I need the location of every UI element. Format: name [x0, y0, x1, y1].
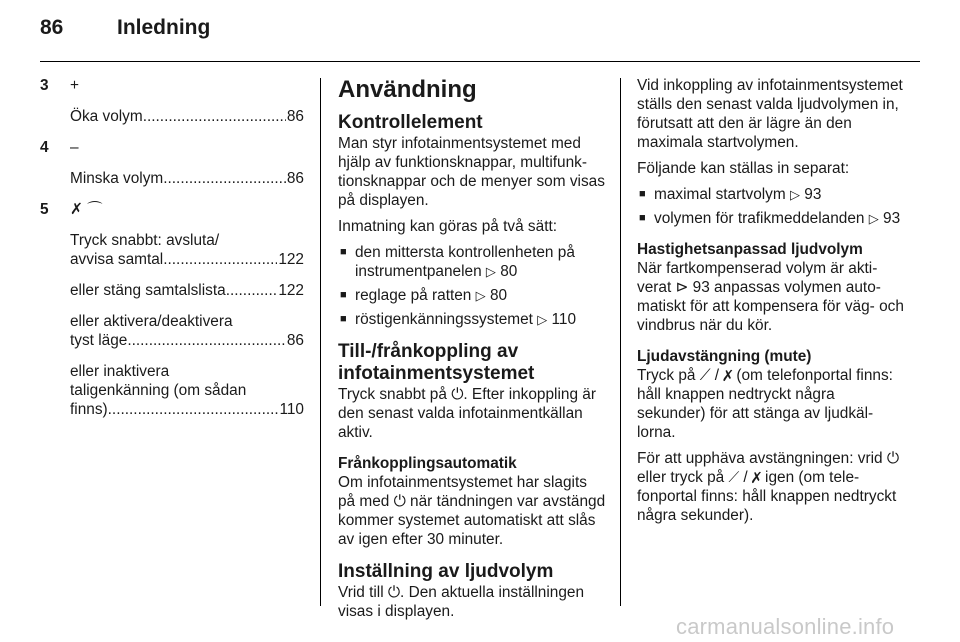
list-item: ■ röstigenkänningssystemet ▷ 110: [338, 310, 606, 329]
page-ref[interactable]: 93: [883, 210, 901, 227]
paragraph: Om infotainmentsystemet har slagits på med ⏻ när tändningen var avstängd kommer systemet automatiskt att slås av igen efter 30 minuter.: [338, 474, 606, 548]
page-ref[interactable]: 93: [804, 186, 822, 203]
toc-text: eller stäng samtalslista: [70, 282, 226, 299]
minus-icon: –: [70, 139, 79, 156]
toc-entry[interactable]: [70, 231, 304, 269]
paragraph: Följande kan ställas in separat:: [637, 160, 850, 177]
middle-column: [338, 76, 606, 628]
list-item: [40, 138, 304, 157]
toc-page: 86: [286, 332, 304, 349]
paragraph: Man styr infotainmentsystemet med hjälp av funktionsknappar, multifunktionsknappar och de menyer som visas på displayen.: [338, 135, 605, 209]
item-number: 3: [40, 77, 49, 94]
paragraph: Tryck snabbt på ⏻. Efter inkoppling är den senast valda infotainmentkällan aktiv.: [338, 386, 596, 441]
subsection-title: Till-/frånkoppling av infotainmentsystemet: [338, 341, 535, 384]
section-title: Användning: [338, 76, 477, 103]
page-ref[interactable]: 110: [551, 311, 577, 328]
subsection-title: Inställning av ljudvolym: [338, 561, 554, 582]
page-ref-icon: ▷: [537, 312, 548, 327]
page-ref-icon: ▷: [475, 288, 486, 303]
list-item: [40, 200, 304, 219]
column-divider-left: [320, 78, 321, 606]
toc-text: Minska volym: [70, 170, 164, 187]
toc-leader: [163, 250, 277, 269]
toc-entry[interactable]: [70, 169, 304, 188]
list-item: ■ maximal startvolym ▷ 93: [637, 185, 905, 204]
toc-page: 122: [278, 251, 304, 268]
paragraph: När fartkompenserad volym är aktiverat ⊳ 93 anpassas volymen automatiskt för att kompensera för väg- och vindbrus när du kör.: [637, 260, 904, 334]
bullet-list: [338, 243, 606, 329]
paragraph: Inmatning kan göras på två sätt:: [338, 218, 558, 235]
minor-heading: Hastighetsanpassad ljudvolym: [637, 241, 863, 258]
page-ref[interactable]: 80: [500, 263, 518, 280]
toc-entry[interactable]: [70, 312, 304, 350]
plus-icon: +: [70, 77, 79, 94]
paragraph: Vrid till ⏻. Den aktuella inställningen visas i displayen.: [338, 584, 585, 620]
toc-leader: [163, 169, 286, 188]
toc-leader: [108, 400, 279, 419]
toc-text: avvisa samtal: [70, 251, 164, 268]
paragraph: För att upphäva avstängningen: vrid ⏻ eller tryck på ⟋ / ✗ igen (om telefonportal finns: håll knappen nedtryckt några sekunder).: [637, 450, 900, 524]
list-item: ■ den mittersta kontrollenheten på instrumentpanelen ▷ 80: [338, 243, 606, 281]
paragraph: Tryck på ⟋ / ✗ (om telefonportal finns: håll knappen nedtryckt några sekunder) för att stänga av ljudkällorna.: [637, 367, 893, 441]
list-item: [40, 76, 304, 95]
toc-page: 122: [278, 282, 304, 299]
toc-entry[interactable]: [70, 107, 304, 126]
header-divider: [40, 61, 920, 62]
left-column: [40, 76, 304, 431]
item-number: 4: [40, 139, 49, 156]
paragraph: Vid inkoppling av infotainmentsystemet ställs den senast valda ljudvolymen in, förutsatt att den är lägre än den maximala startvolymen.: [637, 77, 903, 151]
page-number: 86: [40, 16, 64, 39]
item-number: 5: [40, 201, 49, 218]
mute-phone-icon: ✗ ⌒: [70, 201, 103, 218]
page-ref-icon: ▷: [789, 187, 800, 202]
page-ref-icon: ▷: [868, 211, 879, 226]
subsection-title: Kontrollelement: [338, 112, 483, 133]
page-ref-icon: ▷: [485, 264, 496, 279]
toc-entry[interactable]: [70, 281, 304, 300]
toc-lead: taligenkänning (om sådan: [70, 382, 247, 399]
chapter-title: Inledning: [117, 16, 211, 39]
page-ref[interactable]: 80: [489, 287, 508, 304]
watermark: carmanualsonline.info: [676, 614, 895, 639]
bullet-list: [637, 185, 905, 228]
toc-text: Öka volym: [70, 108, 143, 125]
toc-leader: [226, 281, 278, 300]
right-column: [637, 76, 905, 532]
column-divider-right: [620, 78, 621, 606]
toc-text: tyst läge: [70, 332, 128, 349]
toc-text: finns): [70, 401, 108, 418]
toc-lead: Tryck snabbt: avsluta/: [70, 232, 220, 249]
toc-entry[interactable]: [70, 362, 304, 419]
toc-leader: [143, 107, 286, 126]
minor-heading: Ljudavstängning (mute): [637, 348, 812, 365]
toc-lead: eller aktivera/deaktivera: [70, 313, 233, 330]
toc-lead: eller inaktivera: [70, 363, 170, 380]
minor-heading: Frånkopplingsautomatik: [338, 455, 517, 472]
page-header: [0, 0, 960, 62]
list-item: ■ volymen för trafikmeddelanden ▷ 93: [637, 209, 905, 228]
toc-page: 86: [286, 108, 304, 125]
toc-page: 110: [279, 401, 304, 418]
toc-leader: [127, 331, 286, 350]
toc-page: 86: [286, 170, 304, 187]
list-item: ■ reglage på ratten ▷ 80: [338, 286, 606, 305]
